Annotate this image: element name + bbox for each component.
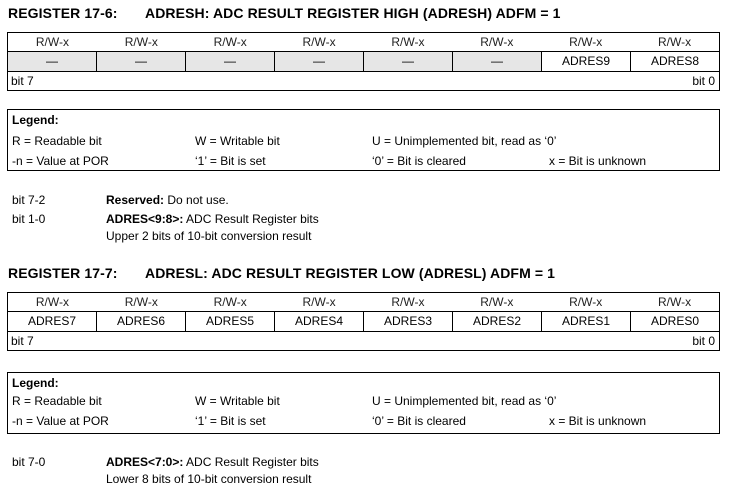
bit-cell-unimplemented: — xyxy=(364,52,453,71)
access-cell: R/W-x xyxy=(391,295,425,309)
register-high-name: ADRESH: ADC RESULT REGISTER HIGH (ADRESH) ADFM = 1 xyxy=(145,5,561,21)
bit-right-label: bit 0 xyxy=(692,74,715,88)
access-cell: R/W-x xyxy=(124,295,158,309)
register-low-name: ADRESL: ADC RESULT REGISTER LOW (ADRESL) ADFM = 1 xyxy=(145,265,555,281)
bit-cell-adres8: ADRES8 xyxy=(650,54,700,68)
desc-bits-label: bit 7-2 xyxy=(12,193,46,207)
bit-cell-unimplemented: — xyxy=(453,52,542,71)
legend-title: Legend: xyxy=(12,113,59,127)
legend-unimplemented: U = Unimplemented bit, read as ‘0’ xyxy=(372,134,557,148)
access-cell: R/W-x xyxy=(569,295,603,309)
access-cell: R/W-x xyxy=(658,295,692,309)
legend-box-low xyxy=(7,372,720,434)
bit-cell-adres2: ADRES2 xyxy=(453,312,542,331)
access-cell: R/W-x xyxy=(658,35,692,49)
bit-cell-adres4: ADRES4 xyxy=(275,312,364,331)
legend-writable: W = Writable bit xyxy=(195,134,280,148)
access-cell: R/W-x xyxy=(124,35,158,49)
access-cell: R/W-x xyxy=(213,295,247,309)
legend-set: ‘1’ = Bit is set xyxy=(195,414,266,428)
desc-field-name: ADRES<9:8>: xyxy=(106,212,184,226)
access-row xyxy=(8,293,719,311)
desc-text xyxy=(106,212,319,226)
bit-index-row xyxy=(8,72,719,90)
access-cell: R/W-x xyxy=(480,295,514,309)
bit-left-label: bit 7 xyxy=(11,334,34,348)
bit-cell-adres5: ADRES5 xyxy=(186,312,275,331)
bit-cell-unimplemented: — xyxy=(97,52,186,71)
access-row xyxy=(8,33,719,51)
register-high-number: REGISTER 17-6: xyxy=(8,5,118,21)
register-low-table xyxy=(7,292,720,351)
access-cell: R/W-x xyxy=(35,295,69,309)
access-cell: R/W-x xyxy=(569,35,603,49)
bit-right-label: bit 0 xyxy=(692,334,715,348)
register-low-title xyxy=(8,265,555,281)
bit-cell-adres6: ADRES6 xyxy=(97,312,186,331)
access-cell: R/W-x xyxy=(480,35,514,49)
register-high-table xyxy=(7,32,720,91)
bit-left-label: bit 7 xyxy=(11,74,34,88)
legend-title: Legend: xyxy=(12,376,59,390)
desc-text xyxy=(106,455,319,469)
legend-set: ‘1’ = Bit is set xyxy=(195,154,266,168)
legend-unimplemented: U = Unimplemented bit, read as ‘0’ xyxy=(372,394,557,408)
bit-cell-unimplemented: — xyxy=(275,52,364,71)
desc-bits-label: bit 1-0 xyxy=(12,212,46,226)
register-high-title xyxy=(8,5,561,21)
bit-cell-adres3: ADRES3 xyxy=(364,312,453,331)
legend-por: -n = Value at POR xyxy=(12,154,109,168)
access-cell: R/W-x xyxy=(35,35,69,49)
bit-cell-unimplemented: — xyxy=(8,52,97,71)
legend-readable: R = Readable bit xyxy=(12,134,102,148)
bit-cell-adres1: ADRES1 xyxy=(542,312,631,331)
access-cell: R/W-x xyxy=(391,35,425,49)
desc-field-text: ADC Result Register bits xyxy=(183,455,319,469)
legend-box-high xyxy=(7,109,720,171)
legend-writable: W = Writable bit xyxy=(195,394,280,408)
desc-bits-label: bit 7-0 xyxy=(12,455,46,469)
desc-field-text: ADC Result Register bits xyxy=(183,212,319,226)
bit-cell-unimplemented: — xyxy=(186,52,275,71)
register-low-number: REGISTER 17-7: xyxy=(8,265,118,281)
access-cell: R/W-x xyxy=(302,35,336,49)
legend-unknown: x = Bit is unknown xyxy=(549,414,647,428)
legend-unknown: x = Bit is unknown xyxy=(549,154,647,168)
bit-name-row xyxy=(8,51,719,72)
bit-cell-adres9: ADRES9 xyxy=(542,52,631,71)
desc-text xyxy=(106,193,229,207)
legend-por: -n = Value at POR xyxy=(12,414,109,428)
desc-line2: Upper 2 bits of 10-bit conversion result xyxy=(106,229,312,243)
bit-index-row xyxy=(8,332,719,350)
access-cell: R/W-x xyxy=(302,295,336,309)
bit-cell-adres7: ADRES7 xyxy=(8,312,97,331)
legend-readable: R = Readable bit xyxy=(12,394,102,408)
desc-field-name: ADRES<7:0>: xyxy=(106,455,184,469)
legend-cleared: ‘0’ = Bit is cleared xyxy=(372,414,466,428)
bit-cell-adres0: ADRES0 xyxy=(650,314,700,328)
bit-name-row xyxy=(8,311,719,332)
desc-field-text: Do not use. xyxy=(164,193,229,207)
desc-field-name: Reserved: xyxy=(106,193,165,207)
legend-cleared: ‘0’ = Bit is cleared xyxy=(372,154,466,168)
desc-line2: Lower 8 bits of 10-bit conversion result xyxy=(106,472,312,486)
access-cell: R/W-x xyxy=(213,35,247,49)
